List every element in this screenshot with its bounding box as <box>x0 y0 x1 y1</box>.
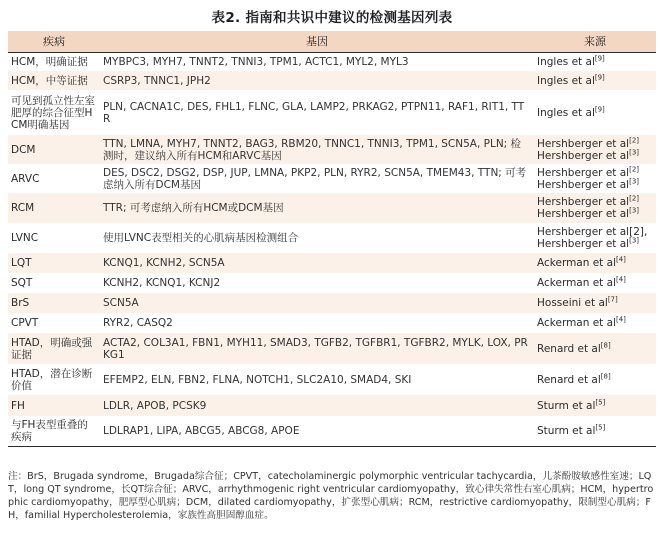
citation-ref: [2] <box>629 165 640 173</box>
citation-author: Ackerman et al <box>537 277 616 289</box>
disease-cell: HCM，明确证据 <box>8 52 100 71</box>
table-row <box>8 364 656 395</box>
citation-ref: [4] <box>616 255 626 264</box>
disease-cell: BrS <box>8 293 100 313</box>
table-row <box>8 90 656 135</box>
citation-author: Renard et al <box>537 373 601 386</box>
disease-cell: 与FH表型重叠的疾病 <box>8 416 100 446</box>
citation-author: Ackerman et al <box>537 257 616 269</box>
citation-ref: [4] <box>616 275 626 284</box>
disease-cell: SQT <box>8 273 100 293</box>
citation-author: Ingles et al <box>537 74 595 87</box>
source-citation <box>537 208 653 220</box>
source-cell <box>534 333 656 364</box>
source-cell <box>534 416 656 446</box>
citation-author: Hershberger et al <box>537 166 630 179</box>
disease-cell: HTAD，明确或强证据 <box>8 333 100 364</box>
citation-author: Ackerman et al <box>537 317 616 329</box>
source-cell <box>534 135 656 164</box>
table-row <box>8 135 656 164</box>
genes-cell: EFEMP2, ELN, FBN2, FLNA, NOTCH1, SLC2A10, SMAD4, SKI <box>100 364 534 395</box>
citation-ref: [3] <box>629 236 640 245</box>
genes-cell: KCNH2, KCNQ1, KCNJ2 <box>100 273 534 293</box>
table-title: 表2. 指南和共识中建议的检测基因列表 <box>211 10 453 26</box>
citation-ref: [7] <box>607 295 618 304</box>
genes-cell: TTN, LMNA, MYH7, TNNT2, BAG3, RBM20, TNNC1, TNNI3, TPM1, SCN5A, PLN; 检测时，建议纳入所有HCM和ARVC基因 <box>100 135 534 164</box>
source-cell <box>534 90 656 135</box>
header-source: 来源 <box>534 31 656 52</box>
table-row <box>8 52 656 71</box>
citation-author: Ingles et al <box>537 106 595 119</box>
disease-cell: 可见到孤立性左室肥厚的综合征型HCM明确基因 <box>8 90 100 135</box>
header-disease: 疾病 <box>8 31 100 52</box>
disease-cell: HTAD，潜在诊断价值 <box>8 364 100 395</box>
citation-author: Sturm et al <box>537 424 596 437</box>
genes-cell: CSRP3, TNNC1, JPH2 <box>100 71 534 90</box>
source-citation <box>537 343 653 355</box>
table-row <box>8 223 656 253</box>
table-row <box>8 333 656 364</box>
citation-ref: [8] <box>600 372 611 380</box>
source-citation <box>537 238 653 250</box>
genes-cell: DES, DSC2, DSG2, DSP, JUP, LMNA, PKP2, PLN, RYR2, SCN5A, TMEM43, TTN; 可考虑纳入所有DCM基因 <box>100 164 534 193</box>
citation-author: Hershberger et al <box>537 208 630 220</box>
table-footnote: 注：BrS，Brugada syndrome，Brugada综合征；CPVT，catecholaminergic polymorphic ventricular tachycardia，儿茶酚胺敏感性室速；LQT，long QT syndrome，长QT综合征；ARVC，arrhythmogenic right ventricular cardiomyopathy，致心律失常性右室心肌病；HCM，hypertrophic cardiomyopathy，肥厚型心肌病；DCM，dilated cardiomyopathy，扩张型心肌病；RCM，restrictive cardiomyopathy，限制型心肌病；FH，familial Hypercholesterolemia，家族性高胆固醇血症。 <box>8 471 654 521</box>
disease-cell: LQT <box>8 253 100 273</box>
source-cell <box>534 164 656 193</box>
source-cell <box>534 313 656 333</box>
citation-ref: [9] <box>594 54 605 63</box>
disease-cell: ARVC <box>8 164 100 193</box>
disease-cell: RCM <box>8 193 100 223</box>
citation-author: Hershberger et al <box>537 178 630 191</box>
gene-table <box>8 31 656 447</box>
source-cell <box>534 293 656 313</box>
citation-ref: [2] <box>629 194 640 203</box>
source-cell <box>534 395 656 416</box>
source-citation <box>537 75 653 87</box>
table-body <box>8 52 656 446</box>
source-citation <box>537 277 653 289</box>
citation-author: Ingles et al <box>537 55 595 68</box>
citation-ref: [8] <box>600 341 611 349</box>
disease-cell: DCM <box>8 135 100 164</box>
citation-author: Sturm et al <box>537 399 596 412</box>
citation-author: Hershberger et al <box>537 238 630 250</box>
genes-cell: RYR2, CASQ2 <box>100 313 534 333</box>
citation-author: Hershberger et al <box>537 149 630 162</box>
source-citation <box>537 56 653 68</box>
disease-cell: LVNC <box>8 223 100 253</box>
citation-ref: [3] <box>629 148 640 156</box>
source-citation <box>537 179 653 191</box>
source-cell <box>534 193 656 223</box>
citation-ref: [4] <box>616 315 626 324</box>
source-citation <box>537 257 653 269</box>
genes-cell: 使用LVNC表型相关的心肌病基因检测组合 <box>100 223 534 253</box>
citation-ref: [9] <box>594 105 605 113</box>
citation-ref: [5] <box>595 398 606 406</box>
table-row <box>8 193 656 223</box>
table-row <box>8 253 656 273</box>
genes-cell: TTR; 可考虑纳入所有HCM或DCM基因 <box>100 193 534 223</box>
table-row <box>8 313 656 333</box>
source-citation <box>537 374 653 386</box>
source-cell <box>534 52 656 71</box>
citation-author: Hershberger et al[2], <box>537 226 648 238</box>
source-citation <box>537 107 653 119</box>
citation-author: Hosseini et al <box>537 297 608 309</box>
genes-cell: SCN5A <box>100 293 534 313</box>
source-citation <box>537 425 653 437</box>
disease-cell: HCM，中等证据 <box>8 71 100 90</box>
source-citation <box>537 150 653 162</box>
source-cell <box>534 71 656 90</box>
source-cell <box>534 253 656 273</box>
disease-cell: FH <box>8 395 100 416</box>
genes-cell: LDLR, APOB, PCSK9 <box>100 395 534 416</box>
disease-cell: CPVT <box>8 313 100 333</box>
table-row <box>8 395 656 416</box>
citation-ref: [5] <box>595 423 606 432</box>
table-row <box>8 416 656 446</box>
genes-cell: MYBPC3, MYH7, TNNT2, TNNI3, TPM1, ACTC1, MYL2, MYL3 <box>100 52 534 71</box>
source-citation <box>537 400 653 412</box>
header-genes: 基因 <box>100 31 534 52</box>
table-row <box>8 273 656 293</box>
source-cell <box>534 273 656 293</box>
table-row <box>8 164 656 193</box>
genes-cell: PLN, CACNA1C, DES, FHL1, FLNC, GLA, LAMP2, PRKAG2, PTPN11, RAF1, RIT1, TTR <box>100 90 534 135</box>
genes-cell: KCNQ1, KCNH2, SCN5A <box>100 253 534 273</box>
source-citation <box>537 297 653 309</box>
citation-author: Renard et al <box>537 342 601 355</box>
citation-ref: [2] <box>629 136 640 144</box>
citation-ref: [3] <box>629 177 640 185</box>
source-cell <box>534 223 656 253</box>
genes-cell: ACTA2, COL3A1, FBN1, MYH11, SMAD3, TGFB2, TGFBR1, TGFBR2, MYLK, LOX, PRKG1 <box>100 333 534 364</box>
citation-ref: [3] <box>629 206 640 215</box>
source-citation <box>537 317 653 329</box>
citation-ref: [9] <box>594 73 605 81</box>
table-row <box>8 71 656 90</box>
citation-author: Hershberger et al <box>537 196 630 208</box>
citation-author: Hershberger et al <box>537 137 630 150</box>
table-row <box>8 293 656 313</box>
source-cell <box>534 364 656 395</box>
genes-cell: LDLRAP1, LIPA, ABCG5, ABCG8, APOE <box>100 416 534 446</box>
table-header-row <box>8 31 656 52</box>
